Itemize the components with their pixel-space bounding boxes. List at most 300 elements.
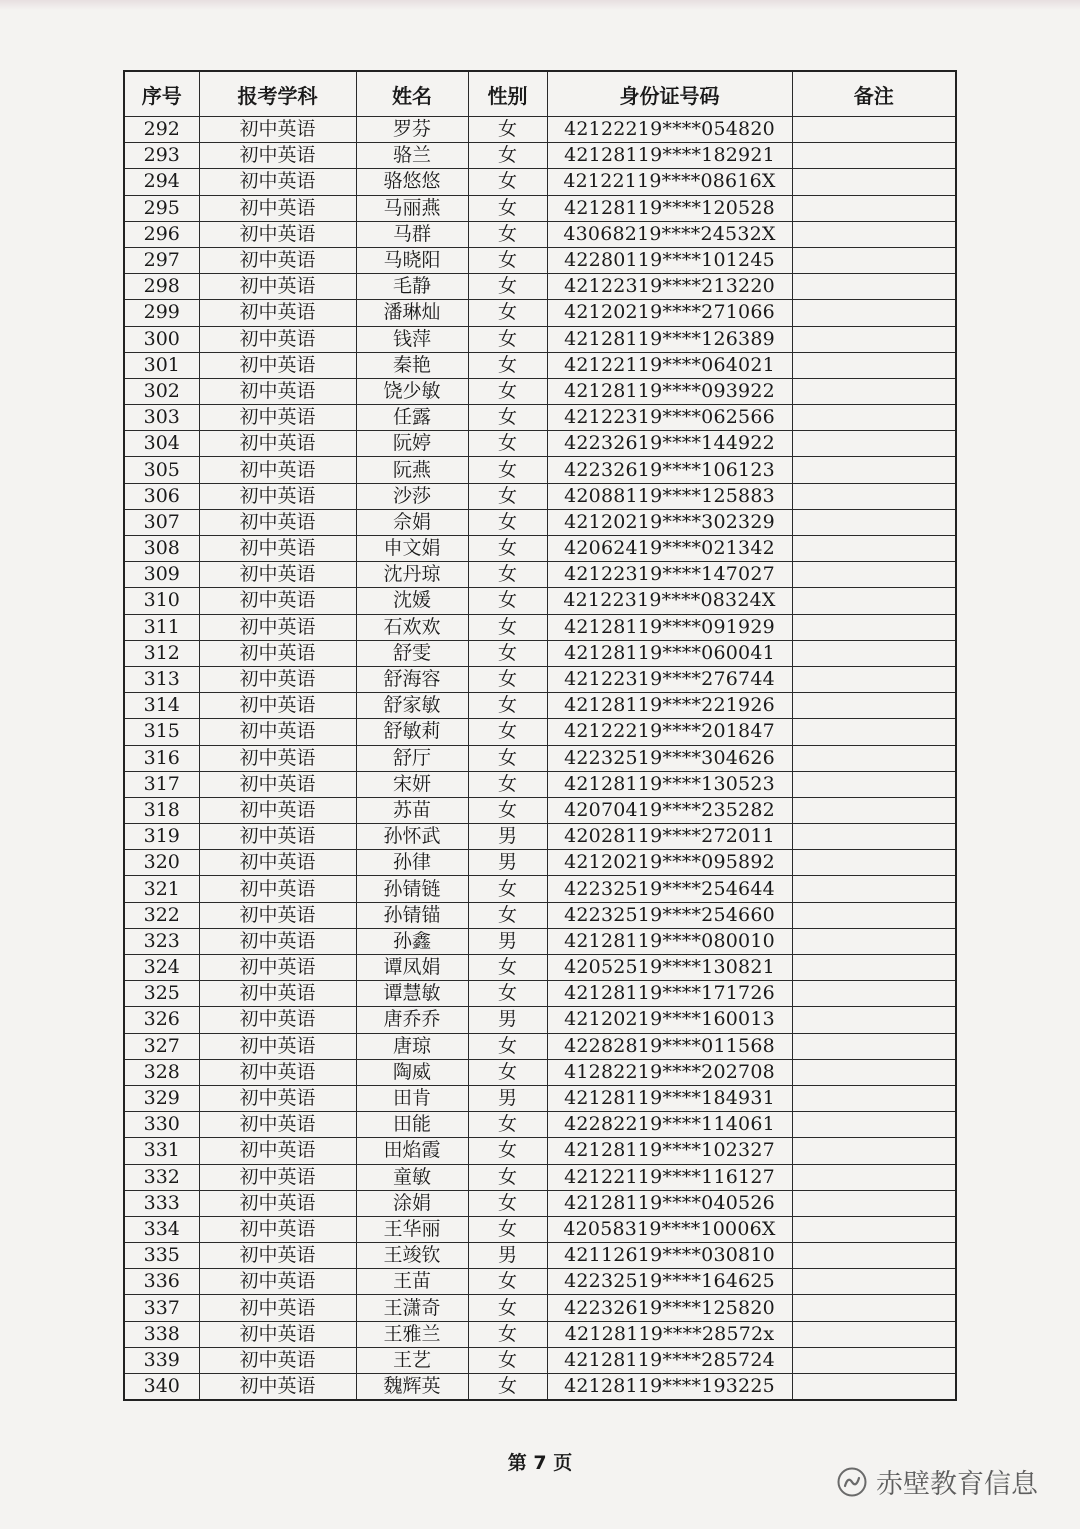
- cell-id-number: 42128119****285724: [547, 1347, 792, 1373]
- cell-id-number: 42122119****08616X: [547, 169, 792, 195]
- watermark: [836, 1462, 1038, 1501]
- cell-gender: 女: [468, 483, 547, 509]
- cell-id-number: 42282219****114061: [547, 1112, 792, 1138]
- cell-gender: 女: [468, 1295, 547, 1321]
- cell-id-number: 42120219****271066: [547, 300, 792, 326]
- cell-index: 296: [124, 221, 199, 247]
- cell-remarks: [792, 457, 956, 483]
- table-row: [124, 509, 956, 535]
- cell-name: 骆悠悠: [356, 169, 468, 195]
- cell-name: 申文娟: [356, 536, 468, 562]
- table-row: [124, 117, 956, 143]
- cell-id-number: 42122219****054820: [547, 117, 792, 143]
- cell-remarks: [792, 928, 956, 954]
- cell-gender: 女: [468, 169, 547, 195]
- cell-index: 328: [124, 1059, 199, 1085]
- cell-gender: 女: [468, 536, 547, 562]
- table-row: [124, 824, 956, 850]
- cell-id-number: 42128119****093922: [547, 378, 792, 404]
- cell-subject: 初中英语: [199, 1269, 356, 1295]
- cell-index: 334: [124, 1216, 199, 1242]
- cell-index: 325: [124, 981, 199, 1007]
- header-subject: 报考学科: [199, 71, 356, 117]
- table-row: [124, 378, 956, 404]
- cell-remarks: [792, 588, 956, 614]
- cell-subject: 初中英语: [199, 221, 356, 247]
- cell-id-number: 42128119****171726: [547, 981, 792, 1007]
- cell-gender: 男: [468, 928, 547, 954]
- cell-index: 337: [124, 1295, 199, 1321]
- cell-subject: 初中英语: [199, 693, 356, 719]
- cell-remarks: [792, 1347, 956, 1373]
- cell-remarks: [792, 352, 956, 378]
- cell-gender: 女: [468, 1321, 547, 1347]
- cell-remarks: [792, 981, 956, 1007]
- cell-index: 320: [124, 850, 199, 876]
- cell-remarks: [792, 1243, 956, 1269]
- cell-name: 魏辉英: [356, 1374, 468, 1401]
- cell-name: 沙莎: [356, 483, 468, 509]
- cell-name: 沈媛: [356, 588, 468, 614]
- cell-name: 王苗: [356, 1269, 468, 1295]
- cell-index: 305: [124, 457, 199, 483]
- cell-id-number: 42052519****130821: [547, 955, 792, 981]
- cell-index: 304: [124, 431, 199, 457]
- cell-name: 阮婷: [356, 431, 468, 457]
- cell-remarks: [792, 195, 956, 221]
- cell-subject: 初中英语: [199, 195, 356, 221]
- roster-sheet: [123, 70, 955, 1401]
- cell-id-number: 42232519****254660: [547, 902, 792, 928]
- cell-gender: 女: [468, 562, 547, 588]
- cell-id-number: 42122119****116127: [547, 1164, 792, 1190]
- cell-remarks: [792, 483, 956, 509]
- cell-id-number: 42120219****302329: [547, 509, 792, 535]
- cell-index: 319: [124, 824, 199, 850]
- cell-remarks: [792, 274, 956, 300]
- cell-id-number: 42128119****091929: [547, 614, 792, 640]
- cell-id-number: 42128119****120528: [547, 195, 792, 221]
- cell-remarks: [792, 221, 956, 247]
- cell-index: 338: [124, 1321, 199, 1347]
- cell-subject: 初中英语: [199, 719, 356, 745]
- cell-name: 孙怀武: [356, 824, 468, 850]
- cell-name: 孙鑫: [356, 928, 468, 954]
- cell-gender: 女: [468, 797, 547, 823]
- header-id-number: 身份证号码: [547, 71, 792, 117]
- table-row: [124, 1138, 956, 1164]
- cell-id-number: 42120219****160013: [547, 1007, 792, 1033]
- cell-gender: 女: [468, 1347, 547, 1373]
- cell-index: 309: [124, 562, 199, 588]
- cell-gender: 女: [468, 221, 547, 247]
- cell-gender: 女: [468, 902, 547, 928]
- table-body: [124, 117, 956, 1401]
- cell-index: 332: [124, 1164, 199, 1190]
- cell-id-number: 43068219****24532X: [547, 221, 792, 247]
- cell-subject: 初中英语: [199, 509, 356, 535]
- cell-remarks: [792, 1112, 956, 1138]
- table-row: [124, 431, 956, 457]
- cell-subject: 初中英语: [199, 1033, 356, 1059]
- cell-gender: 女: [468, 326, 547, 352]
- cell-name: 王潇奇: [356, 1295, 468, 1321]
- cell-subject: 初中英语: [199, 536, 356, 562]
- cell-gender: 女: [468, 431, 547, 457]
- cell-gender: 男: [468, 1007, 547, 1033]
- cell-subject: 初中英语: [199, 274, 356, 300]
- cell-remarks: [792, 1138, 956, 1164]
- table-row: [124, 221, 956, 247]
- table-row: [124, 745, 956, 771]
- table-row: [124, 588, 956, 614]
- cell-index: 300: [124, 326, 199, 352]
- table-row: [124, 902, 956, 928]
- cell-gender: 女: [468, 588, 547, 614]
- table-row: [124, 457, 956, 483]
- cell-gender: 女: [468, 955, 547, 981]
- cell-index: 314: [124, 693, 199, 719]
- cell-subject: 初中英语: [199, 1138, 356, 1164]
- cell-name: 王竣钦: [356, 1243, 468, 1269]
- cell-gender: 女: [468, 457, 547, 483]
- table-row: [124, 536, 956, 562]
- cell-id-number: 42128119****040526: [547, 1190, 792, 1216]
- cell-name: 田肯: [356, 1085, 468, 1111]
- cell-index: 308: [124, 536, 199, 562]
- cell-remarks: [792, 771, 956, 797]
- watermark-text: 赤壁教育信息: [876, 1469, 1038, 1500]
- cell-id-number: 42070419****235282: [547, 797, 792, 823]
- table-row: [124, 169, 956, 195]
- table-row: [124, 928, 956, 954]
- cell-name: 阮燕: [356, 457, 468, 483]
- table-row: [124, 143, 956, 169]
- header-remarks: 备注: [792, 71, 956, 117]
- table-row: [124, 1374, 956, 1401]
- cell-subject: 初中英语: [199, 850, 356, 876]
- table-row: [124, 405, 956, 431]
- cell-subject: 初中英语: [199, 1190, 356, 1216]
- cell-id-number: 42120219****095892: [547, 850, 792, 876]
- cell-subject: 初中英语: [199, 1321, 356, 1347]
- cell-subject: 初中英语: [199, 1216, 356, 1242]
- cell-subject: 初中英语: [199, 981, 356, 1007]
- table-row: [124, 483, 956, 509]
- table-row: [124, 1216, 956, 1242]
- cell-subject: 初中英语: [199, 562, 356, 588]
- cell-id-number: 42122319****062566: [547, 405, 792, 431]
- cell-subject: 初中英语: [199, 431, 356, 457]
- cell-index: 340: [124, 1374, 199, 1401]
- cell-gender: 女: [468, 1374, 547, 1401]
- cell-index: 307: [124, 509, 199, 535]
- cell-gender: 女: [468, 274, 547, 300]
- cell-name: 马群: [356, 221, 468, 247]
- cell-gender: 女: [468, 745, 547, 771]
- cell-name: 唐琼: [356, 1033, 468, 1059]
- cell-index: 339: [124, 1347, 199, 1373]
- cell-index: 298: [124, 274, 199, 300]
- cell-gender: 女: [468, 876, 547, 902]
- cell-subject: 初中英语: [199, 1164, 356, 1190]
- cell-remarks: [792, 1216, 956, 1242]
- cell-subject: 初中英语: [199, 300, 356, 326]
- page-number: 第 7 页: [507, 1452, 573, 1474]
- cell-subject: 初中英语: [199, 1374, 356, 1401]
- cell-gender: 女: [468, 117, 547, 143]
- cell-remarks: [792, 1269, 956, 1295]
- cell-id-number: 42128119****130523: [547, 771, 792, 797]
- cell-gender: 男: [468, 850, 547, 876]
- header-gender: 性别: [468, 71, 547, 117]
- cell-remarks: [792, 1033, 956, 1059]
- cell-remarks: [792, 824, 956, 850]
- cell-id-number: 42280119****101245: [547, 247, 792, 273]
- cell-gender: 女: [468, 640, 547, 666]
- cell-remarks: [792, 1059, 956, 1085]
- cell-gender: 女: [468, 1033, 547, 1059]
- cell-name: 田能: [356, 1112, 468, 1138]
- cell-name: 谭凤娟: [356, 955, 468, 981]
- cell-gender: 女: [468, 1112, 547, 1138]
- cell-name: 唐乔乔: [356, 1007, 468, 1033]
- cell-subject: 初中英语: [199, 666, 356, 692]
- table-row: [124, 1243, 956, 1269]
- cell-index: 301: [124, 352, 199, 378]
- cell-name: 孙锖锚: [356, 902, 468, 928]
- cell-remarks: [792, 536, 956, 562]
- cell-gender: 男: [468, 1243, 547, 1269]
- cell-remarks: [792, 169, 956, 195]
- cell-index: 302: [124, 378, 199, 404]
- cell-name: 田焰霞: [356, 1138, 468, 1164]
- cell-index: 318: [124, 797, 199, 823]
- cell-subject: 初中英语: [199, 169, 356, 195]
- cell-index: 294: [124, 169, 199, 195]
- cell-name: 王雅兰: [356, 1321, 468, 1347]
- table-header-row: [124, 71, 956, 117]
- table-row: [124, 666, 956, 692]
- table-row: [124, 1321, 956, 1347]
- cell-gender: 女: [468, 300, 547, 326]
- cell-remarks: [792, 1190, 956, 1216]
- cell-remarks: [792, 562, 956, 588]
- table-row: [124, 1085, 956, 1111]
- cell-gender: 女: [468, 195, 547, 221]
- cell-remarks: [792, 640, 956, 666]
- table-row: [124, 274, 956, 300]
- cell-gender: 女: [468, 405, 547, 431]
- table-row: [124, 771, 956, 797]
- cell-index: 329: [124, 1085, 199, 1111]
- cell-subject: 初中英语: [199, 928, 356, 954]
- cell-subject: 初中英语: [199, 405, 356, 431]
- table-row: [124, 640, 956, 666]
- table-row: [124, 1190, 956, 1216]
- cell-remarks: [792, 1007, 956, 1033]
- table-row: [124, 195, 956, 221]
- table-row: [124, 1269, 956, 1295]
- table-row: [124, 614, 956, 640]
- cell-gender: 男: [468, 1085, 547, 1111]
- cell-subject: 初中英语: [199, 902, 356, 928]
- cell-subject: 初中英语: [199, 117, 356, 143]
- cell-subject: 初中英语: [199, 771, 356, 797]
- header-index: 序号: [124, 71, 199, 117]
- cell-name: 任露: [356, 405, 468, 431]
- cell-name: 童敏: [356, 1164, 468, 1190]
- cell-id-number: 42122219****201847: [547, 719, 792, 745]
- cell-index: 330: [124, 1112, 199, 1138]
- cell-index: 336: [124, 1269, 199, 1295]
- cell-subject: 初中英语: [199, 352, 356, 378]
- cell-remarks: [792, 797, 956, 823]
- cell-id-number: 42128119****060041: [547, 640, 792, 666]
- cell-remarks: [792, 1374, 956, 1401]
- cell-name: 涂娟: [356, 1190, 468, 1216]
- table-row: [124, 693, 956, 719]
- cell-subject: 初中英语: [199, 247, 356, 273]
- table-row: [124, 1295, 956, 1321]
- cell-id-number: 42062419****021342: [547, 536, 792, 562]
- cell-id-number: 42282819****011568: [547, 1033, 792, 1059]
- cell-name: 孙律: [356, 850, 468, 876]
- cell-gender: 女: [468, 1216, 547, 1242]
- header-name: 姓名: [356, 71, 468, 117]
- cell-name: 饶少敏: [356, 378, 468, 404]
- cell-subject: 初中英语: [199, 876, 356, 902]
- cell-gender: 女: [468, 719, 547, 745]
- cell-gender: 男: [468, 824, 547, 850]
- table-row: [124, 955, 956, 981]
- cell-name: 孙锖链: [356, 876, 468, 902]
- cell-index: 295: [124, 195, 199, 221]
- cell-remarks: [792, 955, 956, 981]
- cell-remarks: [792, 431, 956, 457]
- table-row: [124, 1112, 956, 1138]
- candidate-table: [123, 70, 957, 1401]
- cell-gender: 女: [468, 378, 547, 404]
- table-row: [124, 300, 956, 326]
- cell-gender: 女: [468, 1164, 547, 1190]
- cell-id-number: 42088119****125883: [547, 483, 792, 509]
- cell-remarks: [792, 614, 956, 640]
- cell-remarks: [792, 1085, 956, 1111]
- cell-subject: 初中英语: [199, 1295, 356, 1321]
- cell-remarks: [792, 300, 956, 326]
- cell-name: 佘娟: [356, 509, 468, 535]
- table-row: [124, 352, 956, 378]
- cell-id-number: 42232519****254644: [547, 876, 792, 902]
- cell-subject: 初中英语: [199, 326, 356, 352]
- cell-index: 326: [124, 1007, 199, 1033]
- cell-gender: 女: [468, 1138, 547, 1164]
- cell-gender: 女: [468, 247, 547, 273]
- cell-name: 秦艳: [356, 352, 468, 378]
- cell-remarks: [792, 745, 956, 771]
- table-row: [124, 1164, 956, 1190]
- cell-id-number: 42232519****304626: [547, 745, 792, 771]
- scan-edge: [0, 0, 1080, 10]
- cell-subject: 初中英语: [199, 745, 356, 771]
- cell-name: 罗芬: [356, 117, 468, 143]
- table-row: [124, 1007, 956, 1033]
- cell-name: 谭慧敏: [356, 981, 468, 1007]
- cell-id-number: 42232519****164625: [547, 1269, 792, 1295]
- cell-index: 316: [124, 745, 199, 771]
- cell-subject: 初中英语: [199, 1347, 356, 1373]
- cell-name: 毛静: [356, 274, 468, 300]
- cell-id-number: 42128119****221926: [547, 693, 792, 719]
- cell-name: 舒家敏: [356, 693, 468, 719]
- cell-index: 306: [124, 483, 199, 509]
- cell-subject: 初中英语: [199, 457, 356, 483]
- cell-gender: 女: [468, 1190, 547, 1216]
- cell-name: 钱萍: [356, 326, 468, 352]
- cell-remarks: [792, 719, 956, 745]
- table-row: [124, 562, 956, 588]
- cell-name: 舒敏莉: [356, 719, 468, 745]
- cell-remarks: [792, 666, 956, 692]
- cell-id-number: 42122319****08324X: [547, 588, 792, 614]
- table-row: [124, 1033, 956, 1059]
- cell-id-number: 42112619****030810: [547, 1243, 792, 1269]
- wechat-channel-icon: [836, 1466, 868, 1498]
- table-row: [124, 247, 956, 273]
- cell-name: 陶威: [356, 1059, 468, 1085]
- cell-id-number: 42128119****080010: [547, 928, 792, 954]
- cell-index: 313: [124, 666, 199, 692]
- cell-subject: 初中英语: [199, 1085, 356, 1111]
- cell-index: 335: [124, 1243, 199, 1269]
- cell-remarks: [792, 902, 956, 928]
- cell-name: 马丽燕: [356, 195, 468, 221]
- cell-index: 303: [124, 405, 199, 431]
- cell-id-number: 42128119****184931: [547, 1085, 792, 1111]
- cell-subject: 初中英语: [199, 588, 356, 614]
- cell-remarks: [792, 1164, 956, 1190]
- cell-remarks: [792, 326, 956, 352]
- cell-id-number: 42122319****213220: [547, 274, 792, 300]
- cell-id-number: 42232619****106123: [547, 457, 792, 483]
- cell-name: 王华丽: [356, 1216, 468, 1242]
- cell-index: 311: [124, 614, 199, 640]
- cell-remarks: [792, 405, 956, 431]
- cell-name: 宋妍: [356, 771, 468, 797]
- cell-name: 潘琳灿: [356, 300, 468, 326]
- cell-remarks: [792, 247, 956, 273]
- cell-name: 石欢欢: [356, 614, 468, 640]
- table-row: [124, 1059, 956, 1085]
- cell-id-number: 42058319****10006X: [547, 1216, 792, 1242]
- cell-subject: 初中英语: [199, 824, 356, 850]
- cell-subject: 初中英语: [199, 1112, 356, 1138]
- cell-id-number: 42122319****276744: [547, 666, 792, 692]
- cell-subject: 初中英语: [199, 483, 356, 509]
- cell-index: 331: [124, 1138, 199, 1164]
- cell-index: 322: [124, 902, 199, 928]
- cell-index: 323: [124, 928, 199, 954]
- cell-subject: 初中英语: [199, 143, 356, 169]
- cell-remarks: [792, 378, 956, 404]
- cell-index: 327: [124, 1033, 199, 1059]
- cell-index: 299: [124, 300, 199, 326]
- cell-id-number: 41282219****202708: [547, 1059, 792, 1085]
- cell-subject: 初中英语: [199, 1007, 356, 1033]
- cell-gender: 女: [468, 666, 547, 692]
- cell-name: 舒海容: [356, 666, 468, 692]
